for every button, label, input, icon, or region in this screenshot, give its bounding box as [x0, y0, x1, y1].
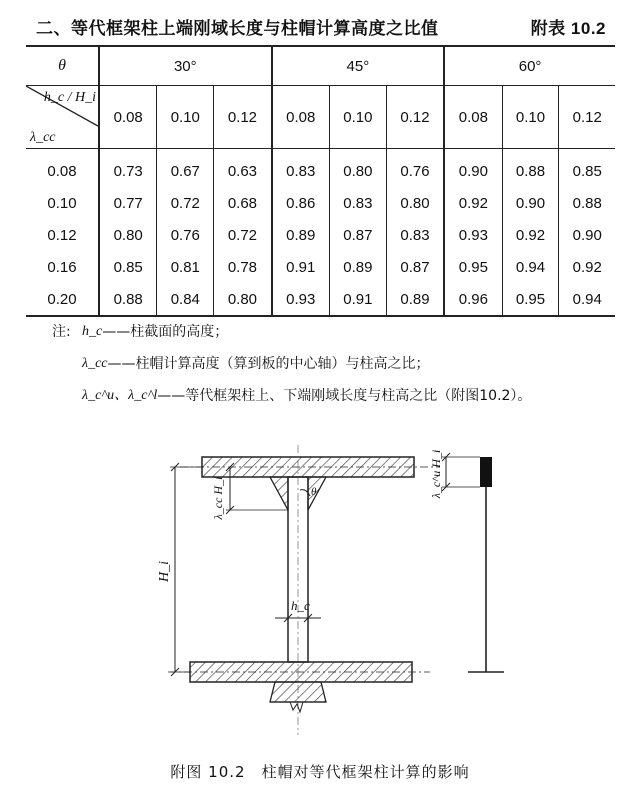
table-cell: 0.92 [559, 251, 615, 283]
table-cell: 0.88 [559, 187, 615, 219]
table-subheader-row [26, 86, 615, 149]
theta-header: θ [26, 46, 99, 86]
label-theta: θ [311, 486, 317, 498]
break-mark [290, 702, 303, 712]
table-cell: 0.86 [272, 187, 330, 219]
note-1-symbol: h_c [82, 324, 103, 339]
title-main: 二、等代框架柱上端刚域长度与柱帽计算高度之比值 [36, 19, 439, 39]
table-cell: 0.95 [502, 283, 559, 316]
table-cell: 0.90 [502, 187, 559, 219]
table-cell: 0.85 [559, 149, 615, 188]
corner-diagonal-cell [26, 86, 99, 149]
table-cell: 0.89 [272, 219, 330, 251]
table-cell: 0.83 [386, 219, 444, 251]
table-row [26, 149, 615, 188]
row-lambda: 0.10 [47, 194, 77, 212]
title-tag: 附表 10.2 [530, 19, 606, 38]
row-lambda: 0.12 [47, 226, 77, 244]
table-cell: 0.83 [329, 187, 386, 219]
note-2-symbol: λ_cc [82, 356, 108, 371]
note-3-text: ——等代框架柱上、下端刚域长度与柱高之比（附图10.2）。 [157, 388, 532, 404]
row-lambda: 0.16 [47, 258, 77, 276]
table-cell: 0.92 [502, 219, 559, 251]
sub-header: 0.10 [502, 86, 559, 149]
corner-top-label: h_c / H_i [43, 90, 96, 105]
sub-header: 0.10 [329, 86, 386, 149]
note-2-text: ——柱帽计算高度（算到板的中心轴）与柱高之比； [107, 356, 430, 372]
angle-group-60: 60° [444, 46, 615, 86]
table-cell: 0.88 [99, 283, 157, 316]
sub-header: 0.08 [99, 86, 157, 149]
label-hi: H_i [157, 561, 172, 582]
table-cell: 0.76 [386, 149, 444, 188]
table-cell: 0.63 [214, 149, 272, 188]
table-cell: 0.91 [329, 283, 386, 316]
table-cell: 0.72 [214, 219, 272, 251]
table-cell: 0.94 [502, 251, 559, 283]
angle-group-45: 45° [272, 46, 445, 86]
table-cell: 0.90 [444, 149, 502, 188]
table-cell: 0.94 [559, 283, 615, 316]
table-cell: 0.83 [272, 149, 330, 188]
note-1 [52, 316, 531, 348]
table-cell: 0.80 [214, 283, 272, 316]
table-title [36, 14, 606, 39]
table-cell: 0.95 [444, 251, 502, 283]
table-cell: 0.88 [502, 149, 559, 188]
sub-header: 0.12 [559, 86, 615, 149]
table-cell: 0.67 [157, 149, 214, 188]
table-cell: 0.72 [157, 187, 214, 219]
label-lambda-u-hi: λ_c^u H_i [429, 449, 443, 499]
row-lambda: 0.08 [47, 162, 77, 180]
table-cell: 0.80 [329, 149, 386, 188]
table-cell: 0.73 [99, 149, 157, 188]
note-3-symbol: λ_c^u、λ_c^l [82, 388, 158, 403]
label-lambda-cc-hi: λ_cc H_i [211, 476, 225, 520]
table-cell: 0.84 [157, 283, 214, 316]
column-cap-diagram [150, 440, 510, 744]
capital-left [270, 477, 288, 510]
notes-block [52, 316, 531, 412]
sub-header: 0.10 [157, 86, 214, 149]
table-cell: 0.80 [99, 219, 157, 251]
rigid-zone-block [480, 457, 492, 487]
table-body [26, 149, 615, 317]
note-prefix: 注: [52, 324, 71, 340]
table-cell: 0.93 [444, 219, 502, 251]
table-cell: 0.91 [272, 251, 330, 283]
label-hc: h_c [291, 598, 310, 613]
table-row [26, 251, 615, 283]
note-1-text: ——柱截面的高度； [102, 324, 229, 340]
note-2 [52, 348, 531, 380]
table-row [26, 187, 615, 219]
table-row [26, 219, 615, 251]
sub-header: 0.08 [444, 86, 502, 149]
sub-header: 0.08 [272, 86, 330, 149]
table-cell: 0.89 [329, 251, 386, 283]
sub-header: 0.12 [214, 86, 272, 149]
figure-caption: 附图 10.2 柱帽对等代框架柱计算的影响 [170, 763, 470, 781]
table-cell: 0.96 [444, 283, 502, 316]
sub-header: 0.12 [386, 86, 444, 149]
angle-group-30: 30° [99, 46, 272, 86]
table-cell: 0.89 [386, 283, 444, 316]
ratio-table [26, 45, 615, 317]
table-cell: 0.90 [559, 219, 615, 251]
table-cell: 0.81 [157, 251, 214, 283]
table-cell: 0.92 [444, 187, 502, 219]
table-cell: 0.87 [329, 219, 386, 251]
row-lambda: 0.20 [26, 283, 99, 316]
table-cell: 0.76 [157, 219, 214, 251]
table-cell: 0.85 [99, 251, 157, 283]
table-row [26, 283, 615, 316]
table-cell: 0.78 [214, 251, 272, 283]
table-header-row [26, 46, 615, 86]
diagram-svg [150, 440, 510, 740]
corner-bottom-label: λ_cc [30, 130, 56, 145]
table-cell: 0.93 [272, 283, 330, 316]
note-3 [52, 380, 531, 412]
table-cell: 0.77 [99, 187, 157, 219]
table-cell: 0.80 [386, 187, 444, 219]
table-cell: 0.68 [214, 187, 272, 219]
table-cell: 0.87 [386, 251, 444, 283]
lower-capital [270, 682, 326, 702]
